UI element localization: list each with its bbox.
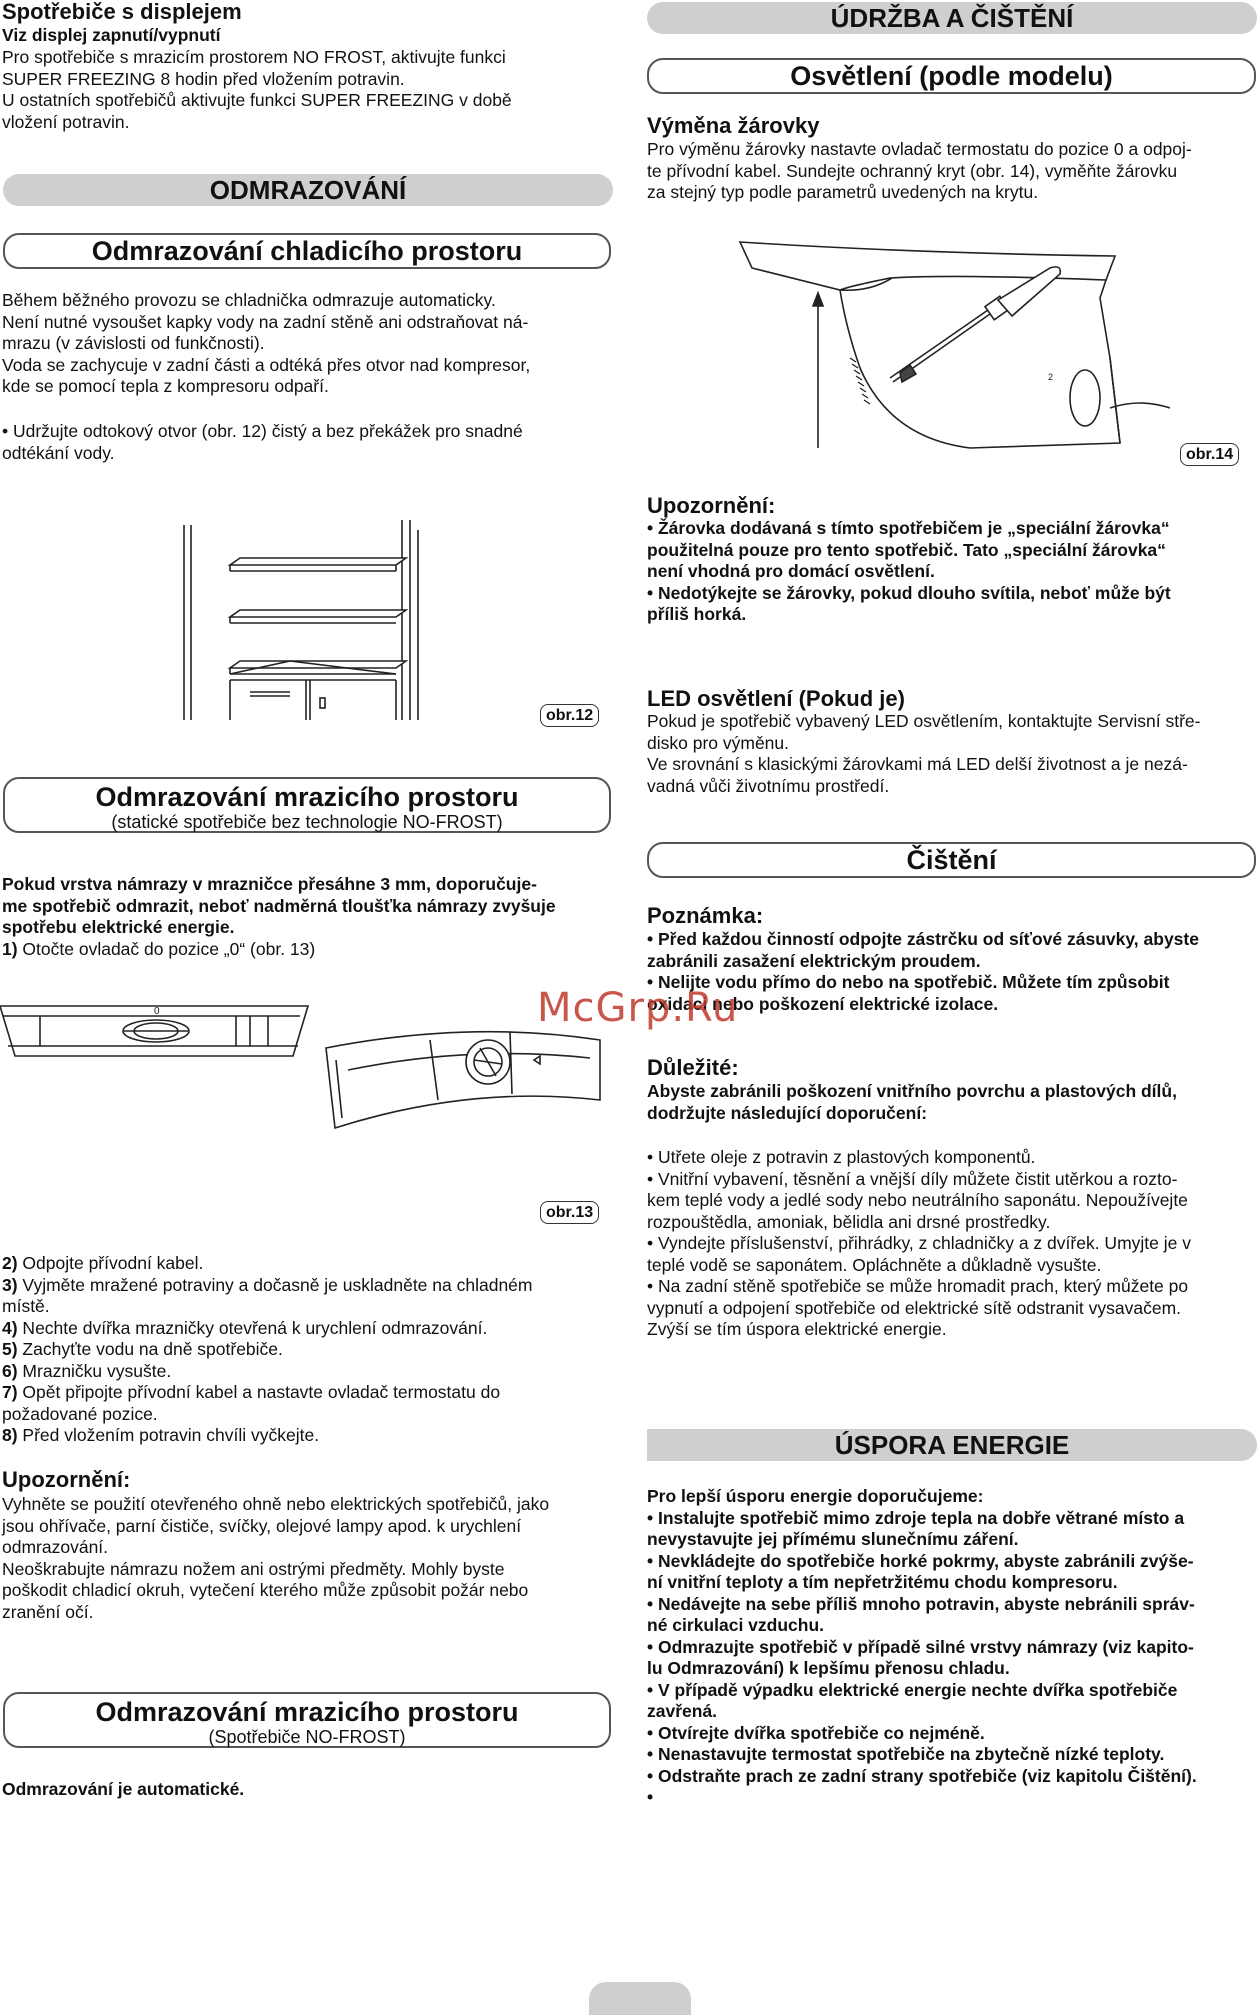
text-line: • Instalujte spotřebič mimo zdroje tepla na dobře větrané místo a bbox=[647, 1507, 1185, 1528]
text-line: Neoškrabujte námrazu nožem ani ostrými předměty. Mohly byste bbox=[2, 1558, 505, 1579]
step-text: Vyjměte mražené potraviny a dočasně je uskladněte na chladném bbox=[17, 1274, 533, 1295]
page-number-tab bbox=[589, 1982, 691, 2015]
figure-14-label: obr.14 bbox=[1180, 443, 1239, 466]
display-subtitle: Viz displej zapnutí/vypnutí bbox=[2, 25, 221, 45]
text-line: zabránili zasažení elektrickým proudem. bbox=[647, 950, 981, 971]
step-text: Nechte dvířka mrazničky otevřená k urychlení odmrazování. bbox=[17, 1317, 488, 1338]
text-line: • Nenastavujte termostat spotřebiče na zbytečně nízké teploty. bbox=[647, 1744, 1165, 1764]
fridge-shelves-illustration bbox=[180, 520, 430, 720]
text-line: rozpouštědla, amoniak, bělidla ani drsné prostředky. bbox=[647, 1211, 1051, 1232]
text-line: použitelná pouze pro tento spotřebič. Tato „speciální žárovka“ bbox=[647, 539, 1166, 560]
defrost-steps bbox=[2, 1253, 622, 1447]
step-1 bbox=[2, 939, 315, 961]
text-line: U ostatních spotřebičů aktivujte funkci SUPER FREEZING v době bbox=[2, 90, 512, 110]
step-number: 3) bbox=[2, 1274, 18, 1295]
text-line: zavřená. bbox=[647, 1701, 718, 1721]
display-title: Spotřebiče s displejem bbox=[2, 0, 242, 24]
text-line: disko pro výměnu. bbox=[647, 732, 790, 753]
text-line: dodržujte následující doporučení: bbox=[647, 1102, 928, 1123]
text-line: • Odstraňte prach ze zadní strany spotřebiče (viz kapitolu Čištění). bbox=[647, 1765, 1197, 1786]
figure-13-label: obr.13 bbox=[540, 1201, 599, 1224]
text-line: Pro spotřebiče s mrazicím prostorem NO FROST, aktivujte funkci bbox=[2, 47, 506, 67]
text-line: Během běžného provozu se chladnička odmrazuje automaticky. bbox=[2, 290, 496, 310]
step-number: 7) bbox=[2, 1382, 18, 1402]
text-line: Abyste zabránili poškození vnitřního povrchu a plastových dílů, bbox=[647, 1081, 1177, 1101]
text-line: • Utřete oleje z potravin z plastových komponentů. bbox=[647, 1147, 1036, 1167]
text-line: kem teplé vody a jedlé sody nebo neutrálního saponátu. Nepoužívejte bbox=[647, 1190, 1188, 1210]
text-line: za stejný typ podle parametrů uvedených na krytu. bbox=[647, 182, 1039, 202]
freezer-warning-bold bbox=[2, 874, 622, 939]
text-line: • Otvírejte dvířka spotřebiče co nejméně. bbox=[647, 1722, 985, 1743]
text-line: • Vnitřní vybavení, těsnění a vnější díly můžete čistit utěrkou a rozto- bbox=[647, 1168, 1178, 1189]
text-line: • Vyndejte příslušenství, přihrádky, z chladničky a z dvířek. Umyjte je v bbox=[647, 1233, 1191, 1253]
fridge-text bbox=[2, 290, 612, 398]
text-line: • Nedávejte na sebe příliš mnoho potravin, abyste nebránili správ- bbox=[647, 1593, 1195, 1614]
text-line: me spotřebič odmrazit, neboť nadměrná tloušťka námrazy zvyšuje bbox=[2, 895, 556, 916]
text-line: jsou ohřívače, parní čističe, svíčky, olejové lampy apod. k urychlení bbox=[2, 1515, 522, 1536]
text-line: odmrazování. bbox=[2, 1537, 109, 1557]
text-line: • Před každou činností odpojte zástrčku od síťové zásuvky, abyste bbox=[647, 929, 1199, 949]
text-line: Pro lepší úsporu energie doporučujeme: bbox=[647, 1486, 984, 1506]
text-line: te přívodní kabel. Sundejte ochranný kryt (obr. 14), vyměňte žárovku bbox=[647, 160, 1178, 181]
figure-12-label: obr.12 bbox=[540, 704, 599, 727]
text-line: Zvýší se tím úspora elektrické energie. bbox=[647, 1319, 947, 1339]
text-line: né cirkulaci vzduchu. bbox=[647, 1615, 824, 1635]
step-number: 1) bbox=[2, 939, 18, 959]
text-line: • Odmrazujte spotřebič v případě silné vrstvy námrazy (viz kapito- bbox=[647, 1636, 1194, 1657]
step-item bbox=[2, 1296, 622, 1318]
text-line: teplé vodě se saponátem. Opláchněte a důkladně vysušte. bbox=[647, 1254, 1102, 1275]
step-text: Zachyťte vodu na dně spotřebiče. bbox=[17, 1339, 283, 1359]
text-line: Pokud vrstva námrazy v mrazničce přesáhne 3 mm, doporučuje- bbox=[2, 874, 537, 894]
energy-band: ÚSPORA ENERGIE bbox=[647, 1429, 1257, 1461]
text-line: oxidaci nebo poškození elektrické izolace. bbox=[647, 993, 999, 1014]
text-line: není vhodná pro domácí osvětlení. bbox=[647, 561, 935, 581]
nofrost-defrost-title: Odmrazování mrazicího prostoru bbox=[95, 1697, 519, 1727]
maintenance-band: ÚDRŽBA A ČIŠTĚNÍ bbox=[647, 2, 1257, 34]
text-line: • Nedotýkejte se žárovky, pokud dlouho svítila, neboť může být bbox=[647, 582, 1171, 603]
text-line: Ve srovnání s klasickými žárovkami má LED delší životnost a je nezá- bbox=[647, 754, 1188, 774]
fridge-defrost-box bbox=[3, 233, 611, 269]
step-text: Mrazničku vysušte. bbox=[17, 1360, 172, 1381]
cleaning-box bbox=[647, 842, 1256, 878]
nofrost-text: Odmrazování je automatické. bbox=[2, 1779, 245, 1799]
left-warning-text bbox=[2, 1494, 622, 1623]
bulb-title: Výměna žárovky bbox=[647, 113, 820, 138]
text-line: • bbox=[647, 1787, 654, 1807]
text-line: vložení potravin. bbox=[2, 111, 130, 132]
text-line: zranění očí. bbox=[2, 1601, 94, 1622]
freezer-defrost-title: Odmrazování mrazicího prostoru bbox=[95, 782, 519, 812]
text-line: • Žárovka dodávaná s tímto spotřebičem je „speciální žárovka“ bbox=[647, 518, 1170, 538]
text-line: Pro výměnu žárovky nastavte ovladač termostatu do pozice 0 a odpoj- bbox=[647, 139, 1192, 159]
step-number: 5) bbox=[2, 1339, 18, 1359]
text-line: odtékání vody. bbox=[2, 442, 115, 463]
text-line: příliš horká. bbox=[647, 604, 747, 624]
step-text: místě. bbox=[2, 1296, 50, 1316]
freezer-defrost-box bbox=[3, 777, 611, 833]
led-text bbox=[647, 711, 1259, 797]
lighting-title: Osvětlení (podle modelu) bbox=[790, 61, 1113, 91]
step-item bbox=[2, 1318, 622, 1340]
energy-text bbox=[647, 1486, 1259, 1809]
note-title: Poznámka: bbox=[647, 903, 764, 928]
important-title: Důležité: bbox=[647, 1055, 739, 1080]
left-warning-title: Upozornění: bbox=[2, 1467, 131, 1492]
text-line: SUPER FREEZING 8 hodin před vložením potravin. bbox=[2, 68, 405, 89]
fridge-bullet bbox=[2, 421, 612, 464]
text-line: • Na zadní stěně spotřebiče se může hromadit prach, který můžete po bbox=[647, 1276, 1189, 1296]
step-item bbox=[2, 1339, 622, 1361]
text-line: ní vnitřní teploty a tím nepřetržitému chodu kompresoru. bbox=[647, 1572, 1118, 1592]
lighting-box bbox=[647, 58, 1256, 94]
text-line: nevystavujte jej přímému slunečnímu záření. bbox=[647, 1529, 1019, 1549]
freezer-defrost-subtitle: (statické spotřebiče bez technologie NO-FROST) bbox=[111, 812, 503, 832]
step-text: Otočte ovladač do pozice „0“ (obr. 13) bbox=[17, 939, 316, 959]
watermark: McGrp.Ru bbox=[537, 985, 739, 1031]
text-line: poškodit chladicí okruh, vytečení kterého může způsobit požár nebo bbox=[2, 1580, 529, 1600]
step-item bbox=[2, 1253, 622, 1275]
knob-zero-mark: 0 bbox=[154, 1006, 160, 1017]
step-text: Před vložením potravin chvíli vyčkejte. bbox=[17, 1425, 320, 1445]
text-line: • Udržujte odtokový otvor (obr. 12) čistý a bez překážek pro snadné bbox=[2, 421, 523, 441]
lamp-knob-label: 2 bbox=[1048, 372, 1054, 382]
cleaning-title: Čištění bbox=[906, 845, 997, 875]
step-number: 2) bbox=[2, 1253, 18, 1273]
step-item bbox=[2, 1275, 622, 1297]
defrost-band: ODMRAZOVÁNÍ bbox=[3, 174, 613, 206]
led-title: LED osvětlení (Pokud je) bbox=[647, 686, 905, 711]
nofrost-defrost-subtitle: (Spotřebiče NO-FROST) bbox=[208, 1727, 406, 1747]
step-item bbox=[2, 1361, 622, 1383]
cleaning-list bbox=[647, 1147, 1259, 1341]
text-line: vadná vůči životnímu prostředí. bbox=[647, 775, 890, 796]
step-text: Opět připojte přívodní kabel a nastavte ovladač termostatu do bbox=[17, 1382, 501, 1402]
step-item bbox=[2, 1404, 622, 1426]
note-text bbox=[647, 929, 1259, 1015]
text-line: mrazu (v závislosti od funkčnosti). bbox=[2, 333, 265, 353]
text-line: Pokud je spotřebič vybavený LED osvětlením, kontaktujte Servisní stře- bbox=[647, 711, 1201, 731]
bulb-warning-text bbox=[647, 518, 1259, 626]
important-text bbox=[647, 1081, 1259, 1124]
text-line: • Nelijte vodu přímo do nebo na spotřebič. Můžete tím způsobit bbox=[647, 972, 1170, 992]
text-line: lu Odmrazování) k lepšímu přenosu chladu. bbox=[647, 1658, 1010, 1678]
step-text: požadované pozice. bbox=[2, 1403, 158, 1424]
text-line: spotřebu elektrické energie. bbox=[2, 917, 235, 937]
text-line: Vyhněte se použití otevřeného ohně nebo elektrických spotřebičů, jako bbox=[2, 1494, 550, 1514]
bulb-warning-title: Upozornění: bbox=[647, 493, 776, 518]
bulb-text bbox=[647, 139, 1259, 204]
step-number: 4) bbox=[2, 1317, 18, 1338]
text-line: Voda se zachycuje v zadní části a odtéká přes otvor nad kompresor, bbox=[2, 354, 531, 375]
step-item bbox=[2, 1425, 622, 1447]
nofrost-defrost-box bbox=[3, 1692, 611, 1748]
step-item bbox=[2, 1382, 622, 1404]
text-line: Není nutné vysoušet kapky vody na zadní stěně ani odstraňovat ná- bbox=[2, 311, 529, 332]
fridge-defrost-title: Odmrazování chladicího prostoru bbox=[91, 236, 523, 266]
step-number: 8) bbox=[2, 1425, 18, 1445]
text-line: kde se pomocí tepla z kompresoru odpaří. bbox=[2, 376, 329, 396]
text-line: • Nevkládejte do spotřebiče horké pokrmy, abyste zabránili zvýše- bbox=[647, 1550, 1194, 1571]
step-text: Odpojte přívodní kabel. bbox=[17, 1253, 204, 1273]
step-number: 6) bbox=[2, 1360, 18, 1381]
text-line: • V případě výpadku elektrické energie nechte dvířka spotřebiče bbox=[647, 1679, 1178, 1700]
display-text bbox=[2, 47, 602, 133]
text-line: vypnutí a odpojení spotřebiče od elektrické sítě odstranit vysavačem. bbox=[647, 1297, 1182, 1318]
lamp-cover-illustration bbox=[730, 238, 1170, 468]
thermostat-knob-illustration bbox=[0, 1000, 620, 1140]
